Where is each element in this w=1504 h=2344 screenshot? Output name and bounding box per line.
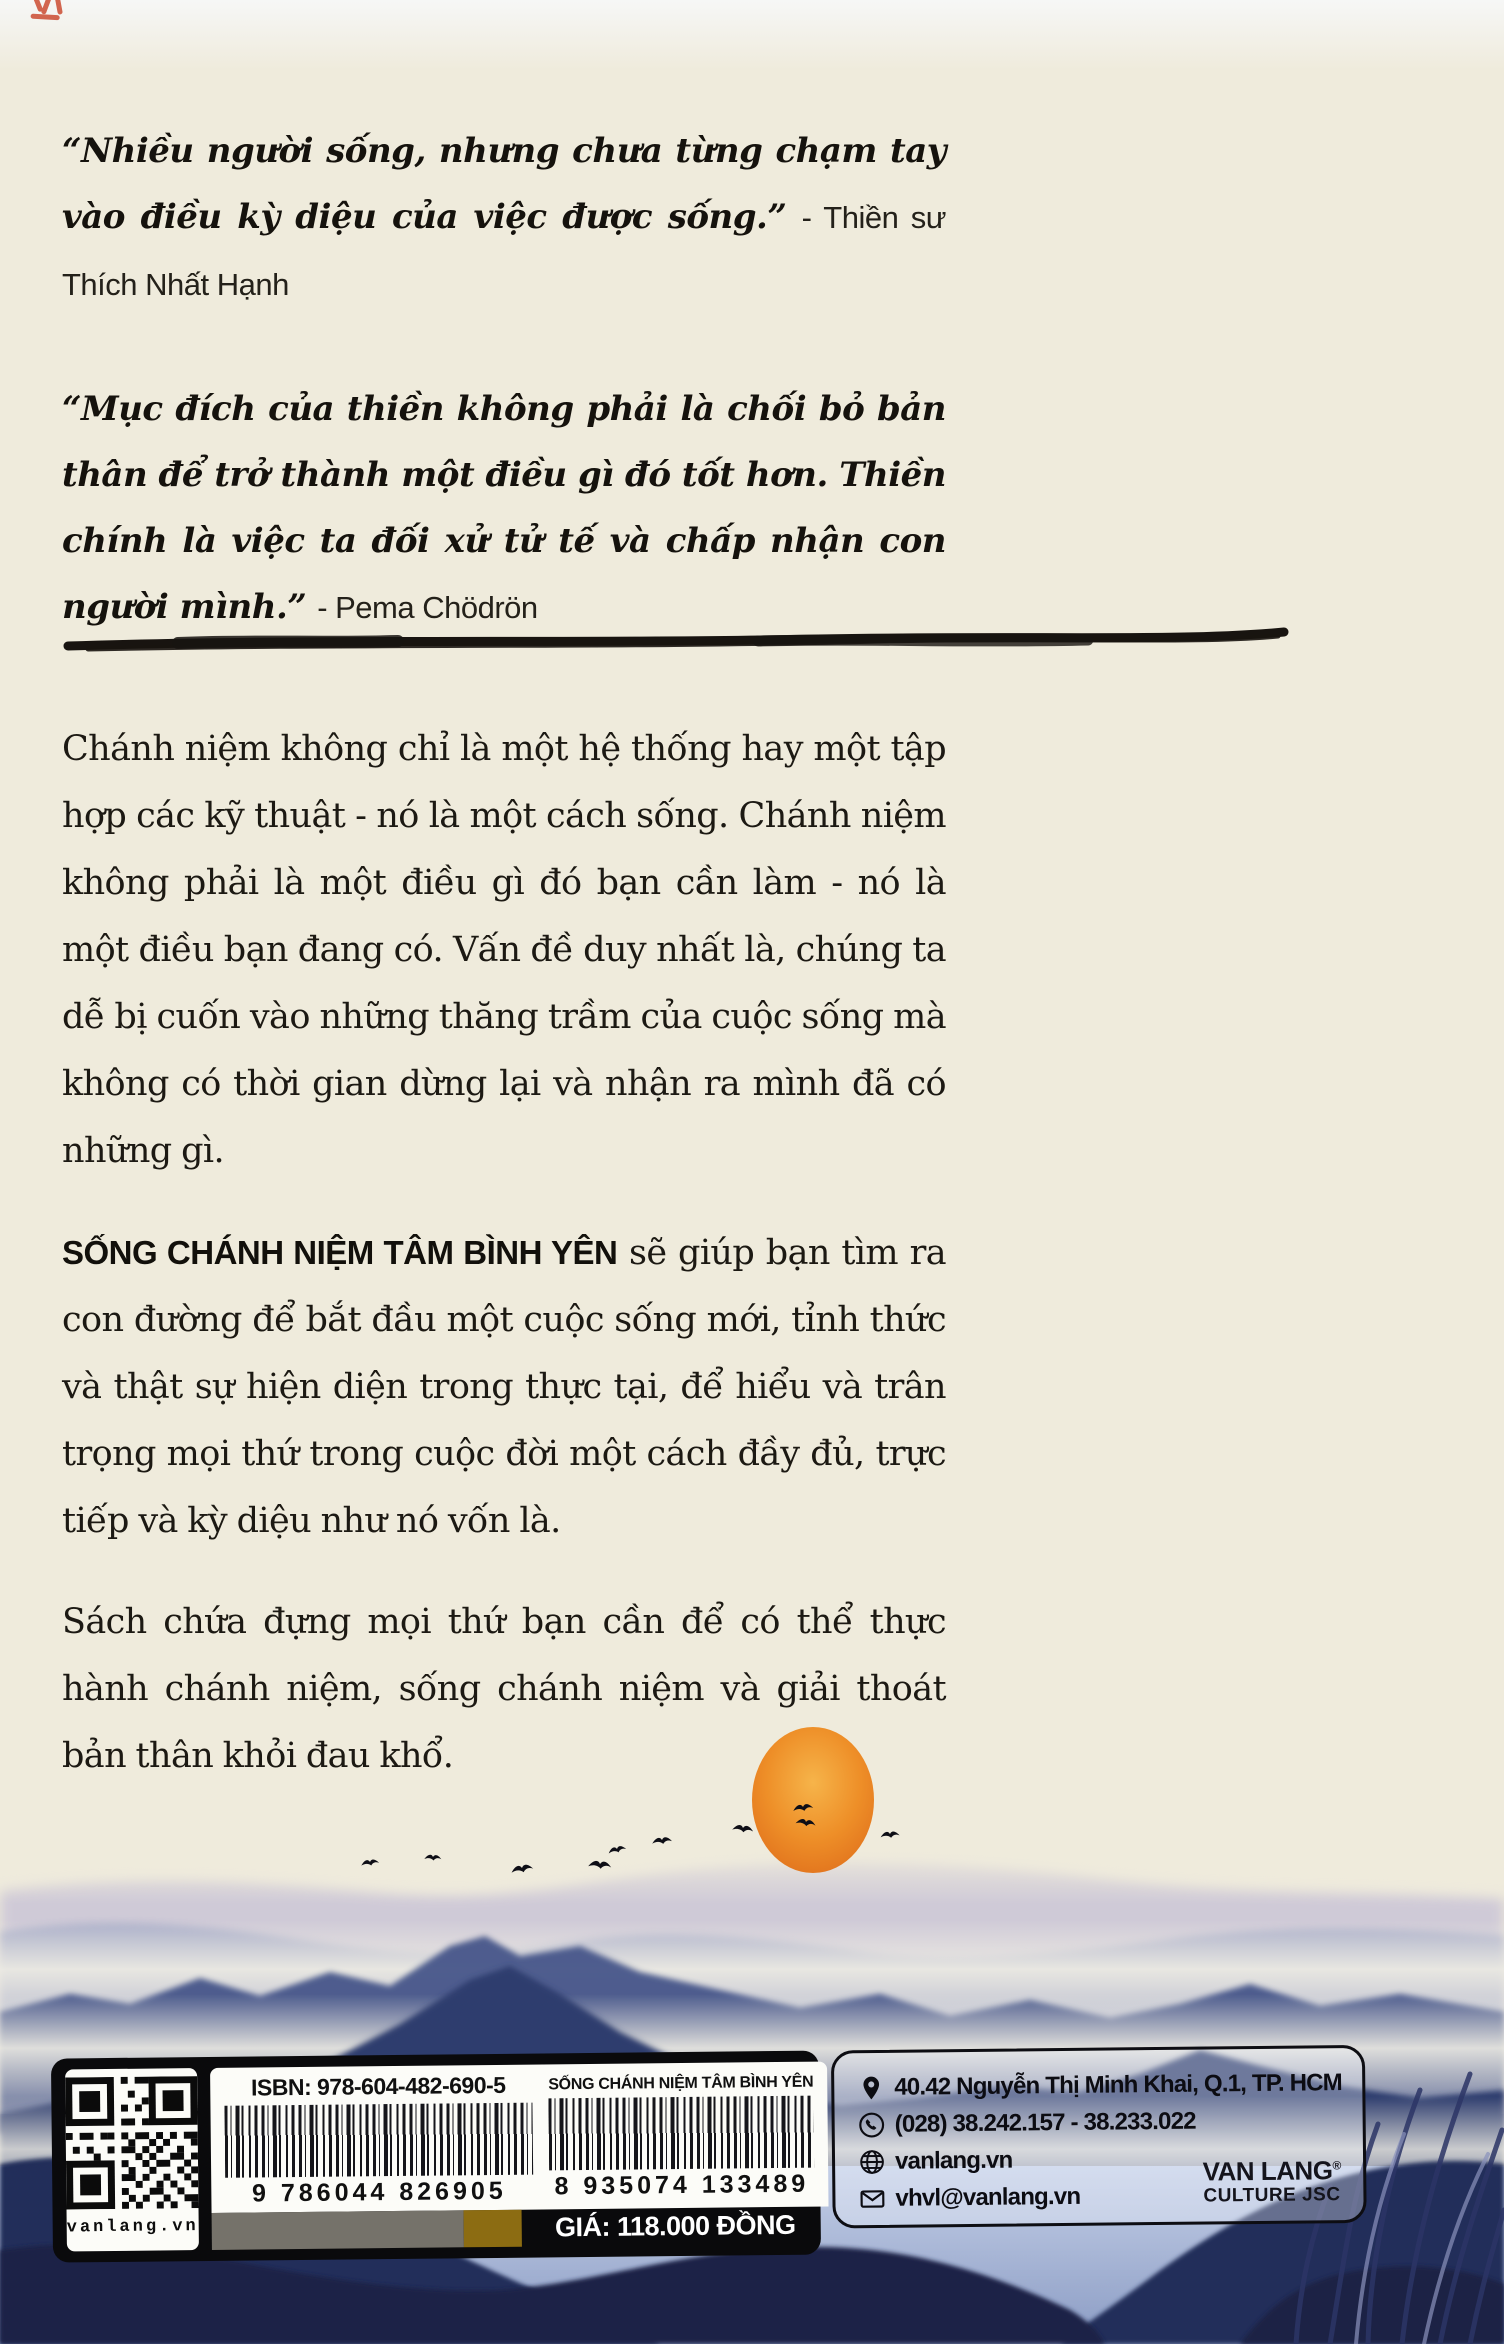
- vanlang-logo: [1202, 2157, 1341, 2205]
- isbn-label: ISBN: 978-604-482-690-5: [250, 2071, 506, 2101]
- quote-author: - Pema Chödrön: [317, 590, 538, 625]
- paragraph-2-rest: sẽ giúp bạn tìm ra con đường để bắt đầu một cuộc sống mới, tỉnh thức và thật sự hiện diện trong thực tại, để hiểu và trân trọng mọi thứ trong cuộc đời một cách đầy đủ, trực tiếp và kỳ diệu như nó vốn là.: [62, 1233, 947, 1541]
- quote-thich-nhat-hanh: [62, 118, 946, 318]
- quote-text: “Mục đích của thiền không phải là chối bỏ bản thân để trở thành một điều gì đó tốt hơn. Thiền chính là việc ta đối xử tử tế và chấp nhận con người mình.”: [62, 389, 946, 627]
- address-row: [858, 2064, 1342, 2106]
- qr-caption: vanlang.vn: [66, 2217, 199, 2238]
- phone-icon: [859, 2111, 885, 2137]
- qr-card: [65, 2068, 199, 2251]
- red-seal-mark: [24, 0, 68, 31]
- quote-author: - Thiền sư Thích Nhất Hạnh: [62, 200, 946, 302]
- product-barcode-bars: [548, 2096, 814, 2171]
- footer-strip: [51, 2045, 1343, 2268]
- globe-icon: [859, 2148, 885, 2174]
- isbn-digits: 9 786044 826905: [251, 2176, 507, 2208]
- sun: [752, 1727, 874, 1873]
- gray-segment: [212, 2210, 464, 2250]
- phone-text: (028) 38.242.157 - 38.233.022: [894, 2107, 1196, 2138]
- registered-mark: ®: [1332, 2158, 1341, 2173]
- location-pin-icon: [858, 2074, 884, 2100]
- paragraph-3: Sách chứa đựng mọi thứ bạn cần để có thể thực hành chánh niệm, sống chánh niệm và giải thoát bản thân khỏi đau khổ.: [62, 1602, 946, 1776]
- paragraph-2: [62, 1219, 946, 1555]
- address-text: 40.42 Nguyễn Thị Minh Khai, Q.1, TP. HCM: [894, 2068, 1343, 2101]
- phone-row: [858, 2101, 1342, 2143]
- product-barcode-label: SỐNG CHÁNH NIỆM TÂM BÌNH YÊN: [548, 2073, 814, 2094]
- quote-pema-chodron: [62, 376, 946, 641]
- brush-divider: [58, 610, 1294, 662]
- paragraph-1: Chánh niệm không chỉ là một hệ thống hay một tập hợp các kỹ thuật - nó là một cách sống. Chánh niệm không phải là một điều gì đó bạn cần làm - nó là một điều bạn đang có. Vấn đề duy nhất là, chúng ta dễ bị cuốn vào những thăng trầm của cuộc sống mà không có thời gian dừng lại và nhận ra mình đã có những gì.: [62, 729, 946, 1171]
- website-text: vanlang.vn: [894, 2146, 1013, 2175]
- book-title-inline: SỐNG CHÁNH NIỆM TÂM BÌNH YÊN: [62, 1234, 618, 1271]
- barcode-panel: [51, 2051, 821, 2263]
- email-text: vhvl@vanlang.vn: [895, 2182, 1081, 2212]
- product-barcode-digits: 8 935074 133489: [554, 2169, 810, 2201]
- price-label: GIÁ: 118.000 ĐỒNG: [554, 2209, 796, 2243]
- publisher-info-panel: [831, 2045, 1366, 2229]
- quote-text: “Nhiều người sống, nhưng chưa từng chạm tay vào điều kỳ diệu của việc được sống.”: [62, 131, 946, 237]
- gold-segment: [464, 2210, 522, 2248]
- logo-line1: VAN LANG: [1202, 2155, 1333, 2187]
- logo-line2: CULTURE JSC: [1203, 2184, 1341, 2207]
- description-section: [62, 716, 946, 1824]
- product-barcode: [548, 2069, 814, 2206]
- envelope-icon: [859, 2185, 885, 2211]
- isbn-barcode-bars: [224, 2103, 533, 2178]
- qr-code: [65, 2076, 198, 2209]
- isbn-barcode: [224, 2072, 533, 2209]
